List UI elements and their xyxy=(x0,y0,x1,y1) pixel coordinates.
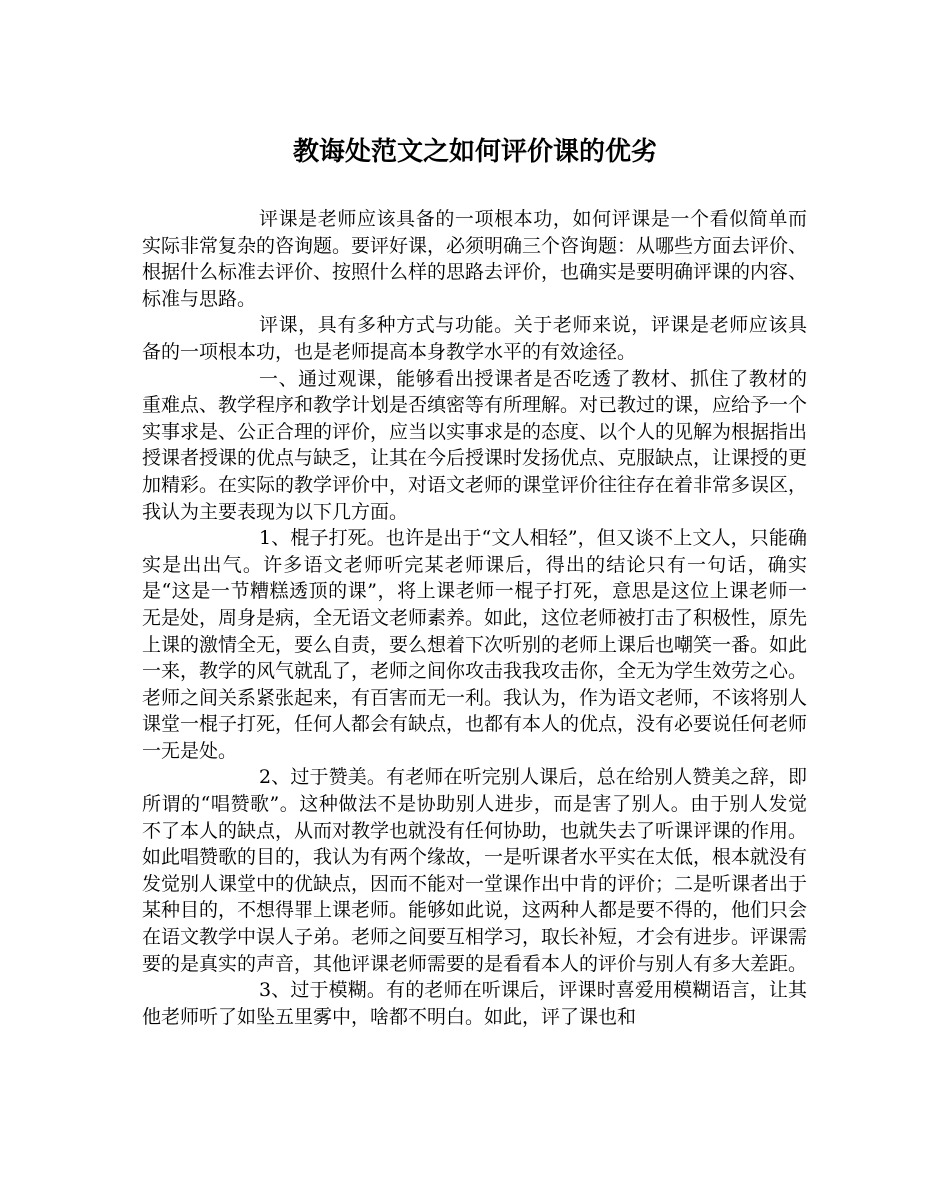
paragraph-section-one: 一、通过观课，能够看出授课者是否吃透了教材、抓住了教材的重难点、教学程序和教学计划是否缜密等有所理解。对已教过的课，应给予一个实事求是、公正合理的评价，应当以实事求是的态度、以个人的见解为根据指出授课者授课的优点与缺乏，让其在今后授课时发扬优点、克服缺点，让课授的更加精彩。在实际的教学评价中，对语文老师的课堂评价往往存在着非常多误区，我认为主要表现为以下几方面。 xyxy=(142,367,808,523)
paragraph-point-three: 3、过于模糊。有的老师在听课后，评课时喜爱用模糊语言，让其他老师听了如坠五里雾中，啥都不明白。如此，评了课也和 xyxy=(142,979,807,1028)
paragraph-methods: 评课，具有多种方式与功能。关于老师来说，评课是老师应该具备的一项根本功，也是老师提高本身教学水平的有效途径。 xyxy=(142,314,807,363)
paragraph-intro: 评课是老师应该具备的一项根本功，如何评课是一个看似简单而实际非常复杂的咨询题。要评好课，必须明确三个咨询题：从哪些方面去评价、根据什么标准去评价、按照什么样的思路去评价，也确实是要明确评课的内容、标准与思路。 xyxy=(142,208,808,310)
paragraph-point-two: 2、过于赞美。有老师在听完别人课后，总在给别人赞美之辞，即所谓的“唱赞歌”。这种做法不是协助别人进步，而是害了别人。由于别人发觉不了本人的缺点，从而对教学也就没有任何协助，也就失去了听课评课的作用。如此唱赞歌的目的，我认为有两个缘故，一是听课者水平实在太低，根本就没有发觉别人课堂中的优缺点，因而不能对一堂课作出中肯的评价；二是听课者出于某种目的，不想得罪上课老师。能够如此说，这两种人都是要不得的，他们只会在语文教学中误人子弟。老师之间要互相学习，取长补短，才会有进步。评课需要的是真实的声音，其他评课老师需要的是看看本人的评价与别人有多大差距。 xyxy=(142,766,808,975)
document-body xyxy=(142,206,807,1030)
document-title: 教诲处范文之如何评价课的优劣 xyxy=(292,137,657,167)
paragraph-point-one: 1、棍子打死。也许是出于“文人相轻”，但又谈不上文人，只能确实是出出气。许多语文老师听完某老师课后，得出的结论只有一句话，确实是“这是一节糟糕透顶的课”，将上课老师一棍子打死，意思是这位上课老师一无是处，周身是病，全无语文老师素养。如此，这位老师被打击了积极性，原先上课的激情全无，要么自责，要么想着下次听别的老师上课后也嘲笑一番。如此一来，教学的风气就乱了，老师之间你攻击我我攻击你，全无为学生效劳之心。老师之间关系紧张起来，有百害而无一利。我认为，作为语文老师，不该将别人课堂一棍子打死，任何人都会有缺点，也都有本人的优点，没有必要说任何老师一无是处。 xyxy=(142,527,808,762)
